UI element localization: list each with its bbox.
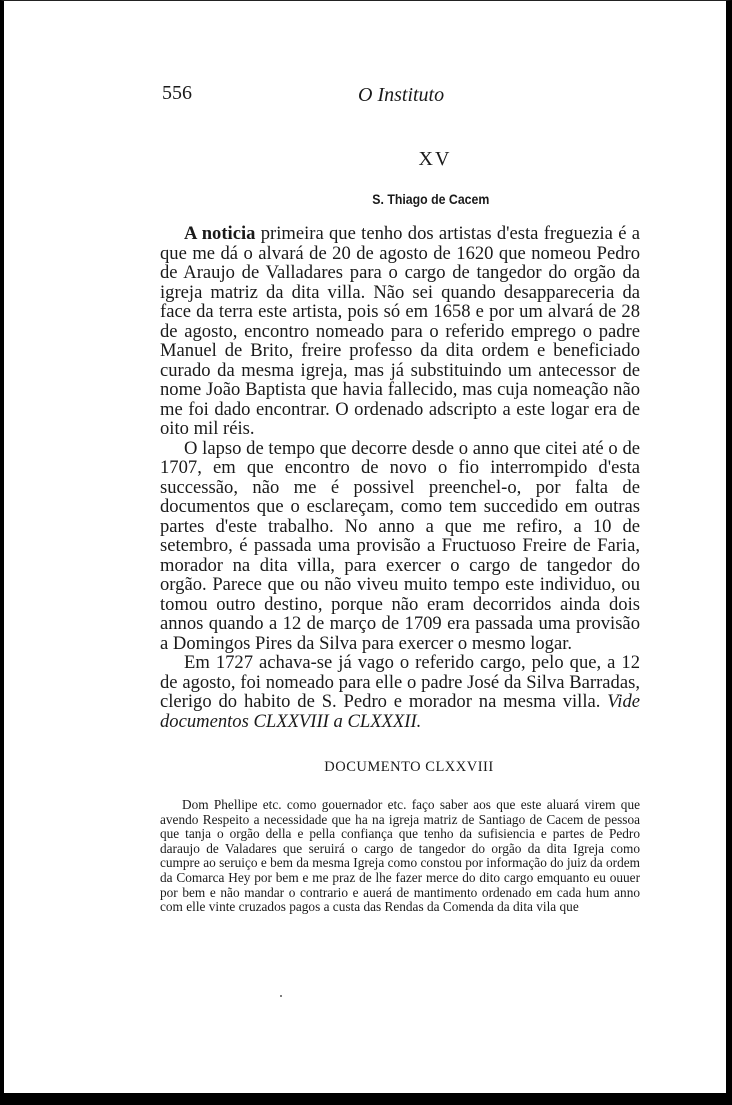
book-page — [160, 70, 640, 915]
document-reference: Vide documentos CLXXVIII a CLXXXII. — [160, 691, 640, 732]
paragraph-text: Em 1727 achava-se já vago o referido cargo, pelo que, a 12 de agosto, foi nomeado para elle o padre José da Silva Barradas, clerigo do habito de S. Pedro e morador na mesma villa. — [160, 652, 640, 712]
document-paragraph: Dom Phellipe etc. como gouernador etc. faço saber aos que este aluará virem que avendo Respeito a necessidade que ha na igreja matriz de Santiago de Cacem de pessoa que tanja o orgão della e pella confiança que tenho da sufisiencia e partes de Pedro daraujo de Valadares que seruirá o cargo de tangedor do orgão da dita Igreja como cumpre ao seruiço e bem da mesma Igreja como constou por informação do juiz da ordem da Comarca Hey por bem e me praz de lhe fazer merce do dito cargo emquanto eu ouuer por bem e não mandar o contrario e auerá de mantimento ordenado em cada hum anno com elle vinte cruzados pagos a custa das Rendas da Comenda da dita vila que — [160, 797, 640, 915]
document-text — [160, 798, 640, 915]
paragraph-text: primeira que tenho dos artistas d'esta freguezia é a que me dá o alvará de 20 de agosto de 1620 que nomeou Pedro de Araujo de Valladares para o cargo de tangedor do orgão da igreja matriz da dita villa. Não sei quando desappareceria da face da terra este artista, pois só em 1658 e por um alvará de 28 de agosto, encontro nomeado para o referido emprego o padre Manuel de Brito, freire professo da dita ordem e beneficiado curado da mesma igreja, mas já substituindo um antecessor de nome João Baptista que havia fallecido, mas cuja nomeação não me foi dado encontrar. O ordenado adscripto a este logar era de oito mil réis. — [160, 223, 640, 439]
running-head — [160, 70, 640, 106]
section-title: S. Thiago de Cacem — [372, 191, 490, 207]
page-number: 556 — [162, 82, 192, 104]
paragraph — [160, 224, 640, 439]
print-speck — [280, 995, 282, 997]
paragraph — [160, 653, 640, 731]
chapter-number: XV — [418, 148, 452, 170]
body-text — [160, 224, 640, 731]
paragraph: O lapso de tempo que decorre desde o anno que citei até o de 1707, em que encontro de novo o fio interrompido d'esta successão, não me é possivel preenchel-o, por falta de documentos que o esclareçam, como tem succedido em outras partes d'este trabalho. No anno a que me refiro, a 10 de setembro, é passada uma provisão a Fructuoso Freire de Faria, morador na dita villa, para exercer o cargo de tangedor do orgão. Parece que ou não viveu muito tempo este individuo, ou tomou outro destino, porque não eram decorridos ainda dois annos quando a 12 de março de 1709 era passada uma provisão a Domingos Pires da Silva para exercer o mesmo logar. — [160, 437, 640, 654]
running-title: O Instituto — [358, 84, 445, 106]
document-heading: DOCUMENTO CLXXVIII — [324, 759, 494, 775]
paragraph-lead: A noticia — [184, 223, 256, 244]
